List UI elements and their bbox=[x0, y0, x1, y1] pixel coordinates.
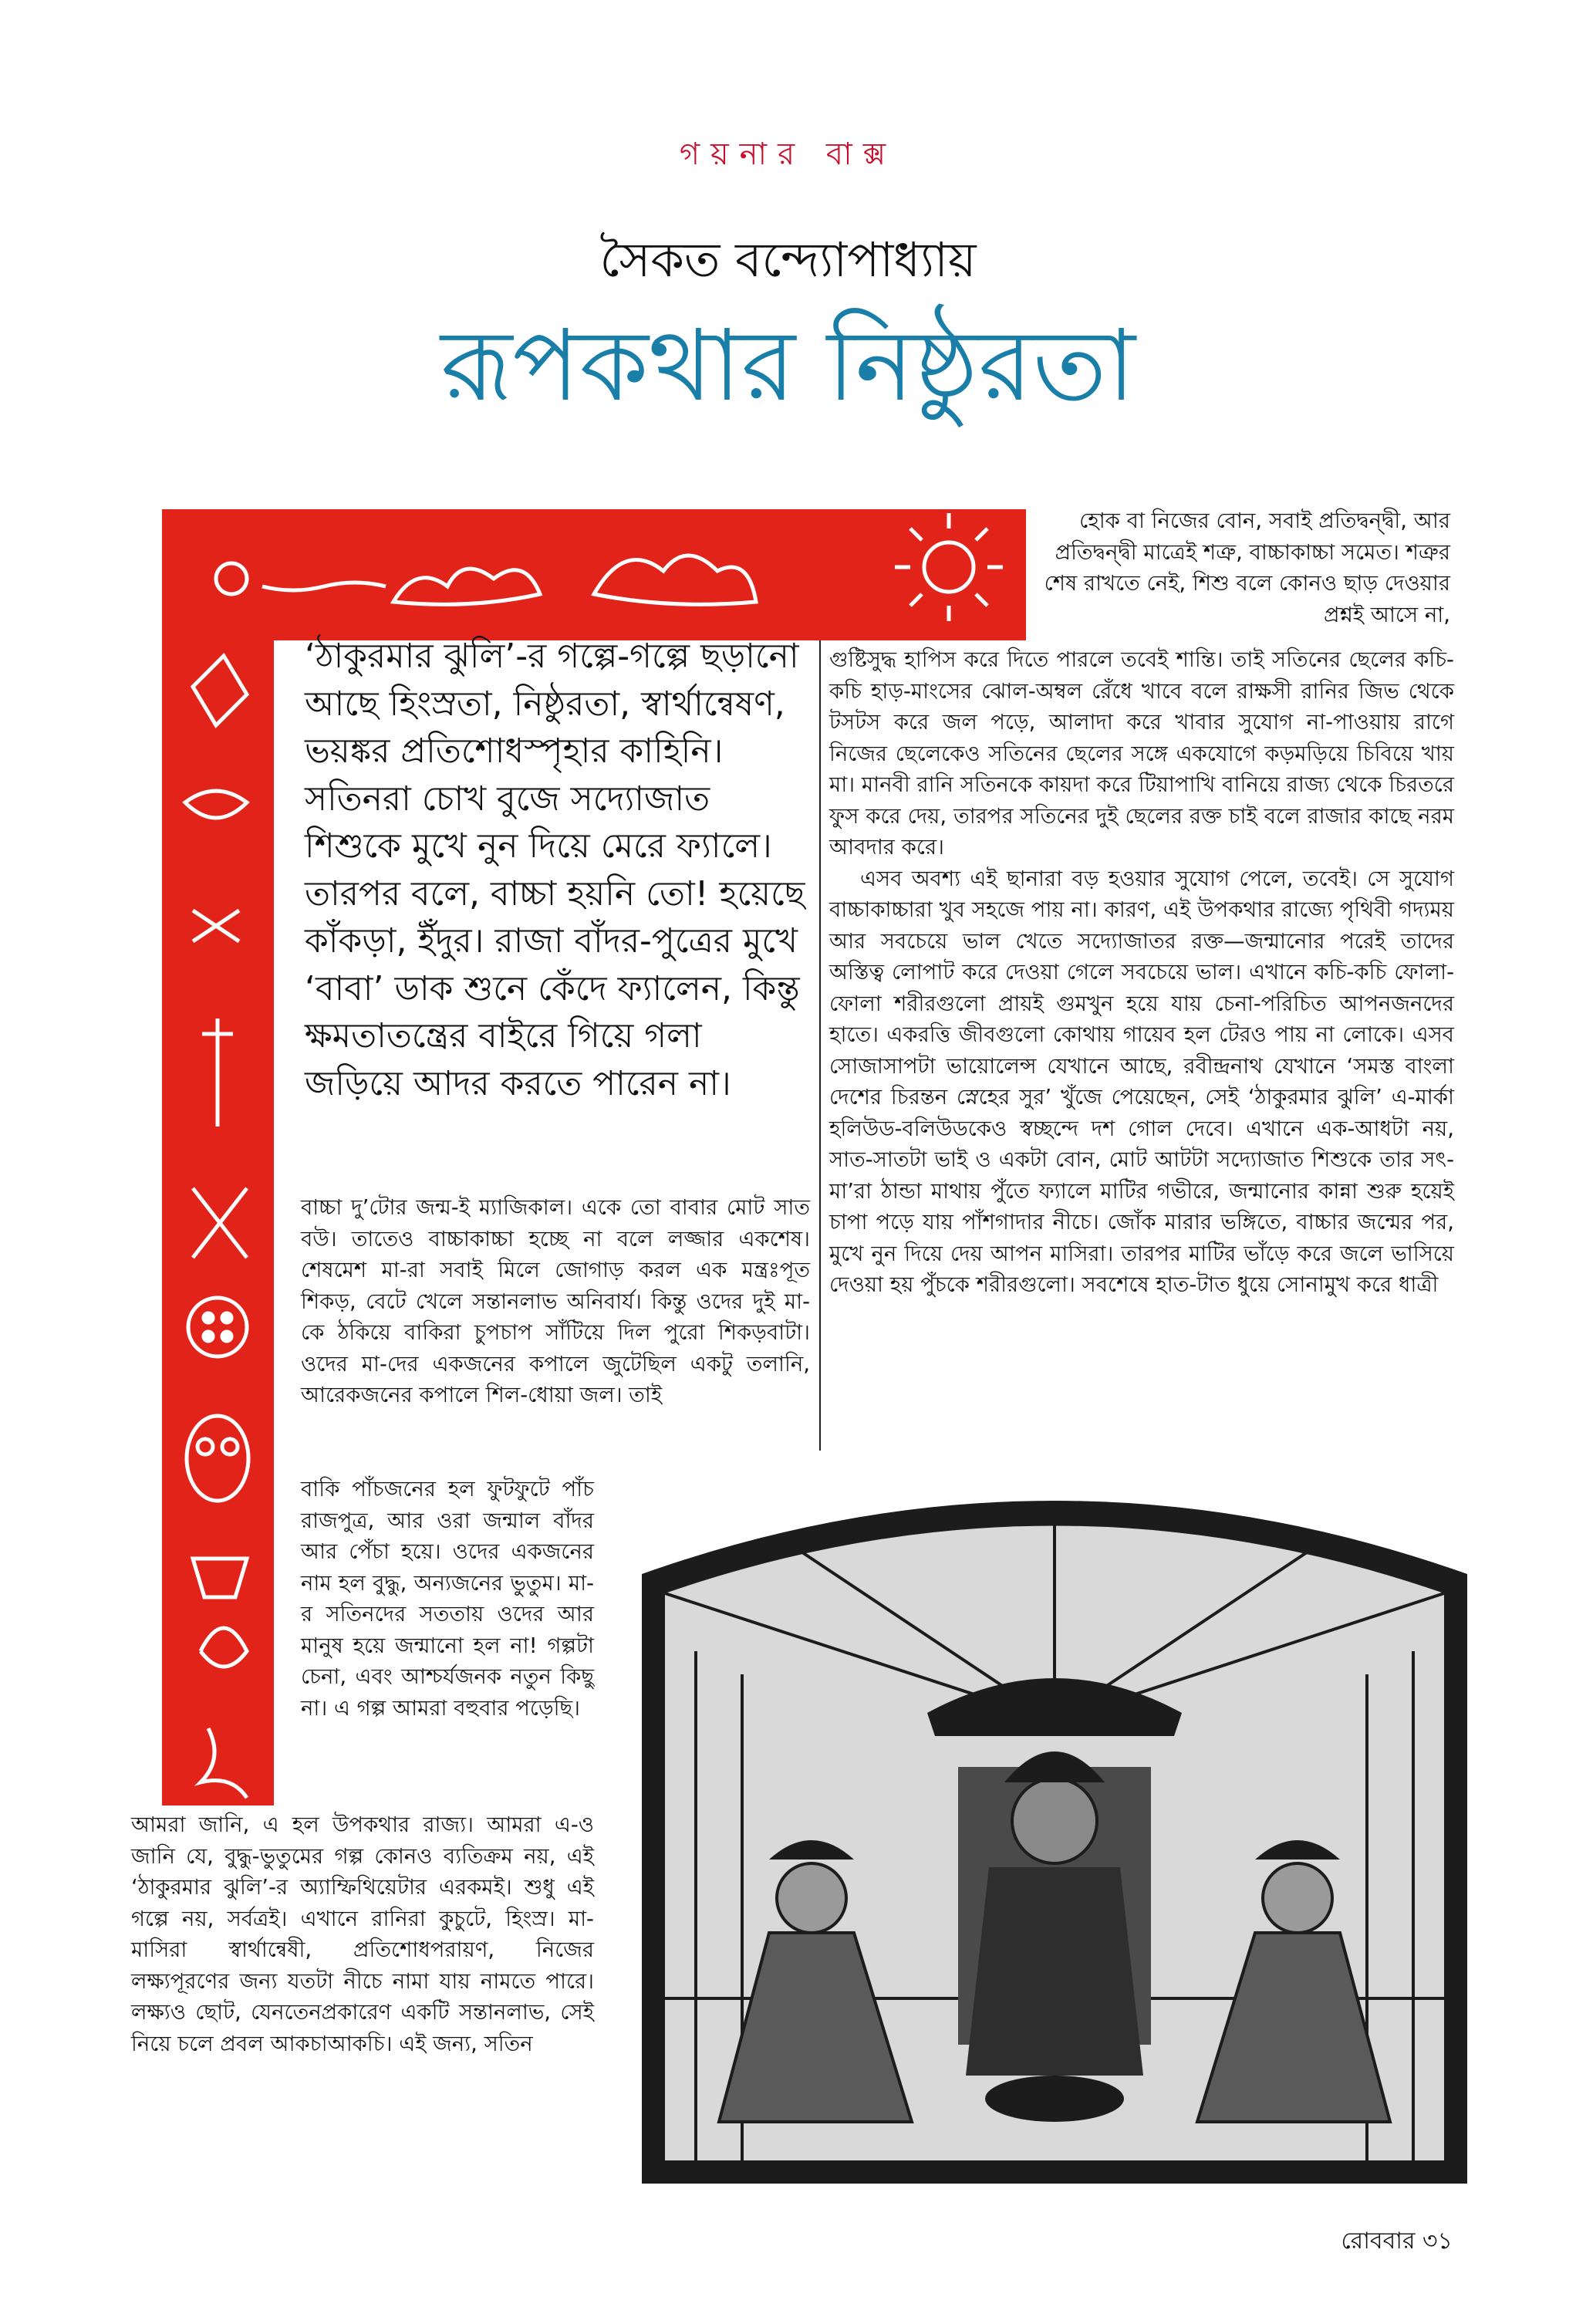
owl-icon bbox=[187, 1416, 248, 1501]
body-paragraph: এসব অবশ্য এই ছানারা বড় হওয়ার সুযোগ পেলে, তবেই। সে সুযোগ বাচ্চাকাচ্চারা খুব সহজে পায় না। কারণ, এই উপকথার রাজ্যে পৃথিবী গদ্যময় আর সবচেয়ে ভাল খেতে সদ্যোজাতর রক্ত—জন্মানোর পরেই তাদের অস্তিত্ব লোপাট করে দেওয়া গেলে সবচেয়ে ভাল। এখানে কচি-কচি ফোলা-ফোলা শরীরগুলো প্রায়ই গুমখুন হয়ে যায় চেনা-পরিচিত আপনজনদের হাতে। একরত্তি জীবগুলো কোথায় গায়েব হল টেরও পায় না লোকে। এসব সোজাসাপটা ভায়োলেন্স যেখানে আছে, রবীন্দ্রনাথ যেখানে ‘সমস্ত বাংলা দেশের চিরন্তন স্নেহের সুর’ খুঁজে পেয়েছেন, সেই ‘ঠাকুরমার ঝুলি’ এ-মার্কা হলিউড-বলিউডকেও স্বচ্ছন্দে দশ গোল দেবে। এখানে এক-আধটা নয়, সাত-সাতটা ভাই ও একটা বোন, মোট আটটা সদ্যোজাত শিশুকে তার সৎ-মা’রা ঠান্ডা মাথায় পুঁতে ফ্যালে মাটির গভীরে, জন্মানোর কান্না শুরু হয়েই চাপা পড়ে যায় পাঁশগাদার নীচে। জোঁক মারার ভঙ্গিতে, বাচ্চার জন্মের পর, মুখে নুন দিয়ে দেয় আপন মাসিরা। তারপর মাটির ভাঁড়ে করে জলে ভাসিয়ে দেওয়া হয় পুঁচকে শরীরগুলো। সবশেষে হাত-টাত ধুয়ে সোনামুখ করে ধাত্রী bbox=[829, 866, 1454, 1297]
author-name: সৈকত বন্দ্যোপাধ্যায় bbox=[599, 231, 977, 288]
body-paragraph: গুষ্টিসুদ্ধ হাপিস করে দিতে পারলে তবেই শান্তি। তাই সতিনের ছেলের কচি-কচি হাড়-মাংসের ঝোল-অম্বল রেঁধে খাবে বলে রাক্ষসী রানির জিভ থেকে টসটস করে জল পড়ে, আলাদা করে খাবার সুযোগ না-পাওয়ায় রাগে নিজের ছেলেকেও সতিনের ছেলের সঙ্গে একযোগে কড়মড়িয়ে চিবিয়ে খায় মা। মানবী রানি সতিনকে কায়দা করে টিয়াপাখি বানিয়ে রাজ্য থেকে চিরতরে ফুস করে দেয়, তারপর সতিনের দুই ছেলের রক্ত চাই বলে রাজার কাছে নরম আবদার করে। bbox=[829, 647, 1454, 860]
body-column-left-narrow bbox=[301, 1474, 594, 1724]
sun-icon bbox=[924, 542, 974, 592]
woodcut-illustration bbox=[634, 1458, 1475, 2184]
pull-quote: ‘ঠাকুরমার ঝুলি’-র গল্পে-গল্পে ছড়ানো আছে হিংস্রতা, নিষ্ঠুরতা, স্বার্থান্বেষণ, ভয়ঙ্কর প্রতিশোধস্পৃহার কাহিনি। সতিনরা চোখ বুজে সদ্যোজাত শিশুকে মুখে নুন দিয়ে মেরে ফ্যালে। তারপর বলে, বাচ্চা হয়নি তো! হয়েছে কাঁকড়া, ইঁদুর। রাজা বাঁদর-পুত্রের মুখে ‘বাবা’ ডাক শুনে কেঁদে ফ্যালেন, কিন্তু ক্ষমতাতন্ত্রের বাইরে গিয়ে গলা জড়িয়ে আদর করতে পারেন না। bbox=[305, 637, 805, 1103]
body-paragraph: হোক বা নিজের বোন, সবাই প্রতিদ্বন্দ্বী, আর প্রতিদ্বন্দ্বী মাত্রেই শত্রু, বাচ্চাকাচ্চা সমেত। শত্রুর শেষ রাখতে নেই, শিশু বলে কোনও ছাড় দেওয়ার প্রশ্নই আসে না, bbox=[1044, 508, 1450, 627]
body-column-right bbox=[829, 644, 1454, 1301]
body-paragraph: বাকি পাঁচজনের হল ফুটফুটে পাঁচ রাজপুত্র, আর ওরা জন্মাল বাঁদর আর পেঁচা হয়ে। ওদের একজনের নাম হল বুদ্ধু, অন্যজনের ভুতুম। মা-র সতিনদের সততায় ওদের আর মানুষ হয়ে জন্মানো হল না! গল্পটা চেনা, এবং আশ্চর্যজনক নতুন কিছু না। এ গল্প আমরা বহুবার পড়েছি। bbox=[301, 1477, 594, 1721]
page-footer: রোববার ৩১ bbox=[1341, 2228, 1453, 2255]
body-column-left-top bbox=[301, 1192, 810, 1411]
body-paragraph: আমরা জানি, এ হল উপকথার রাজ্য। আমরা এ-ও জানি যে, বুদ্ধু-ভুতুমের গল্প কোনও ব্যতিক্রম নয়, এই ‘ঠাকুরমার ঝুলি’-র অ্যাম্ফিথিয়েটার এরকমই। শুধু এই গল্পে নয়, সর্বত্রই। এখানে রানিরা কুচুটে, হিংস্র। মা-মাসিরা স্বার্থান্বেষী, প্রতিশোধপরায়ণ, নিজের লক্ষ্যপূরণের জন্য যতটা নীচে নামা যায় নামতে পারে। লক্ষ্যও ছোট, যেনতেনপ্রকারেণ একটি সন্তানলাভ, সেই নিয়ে চলে প্রবল আকচাআকচি। এই জন্য, সতিন bbox=[131, 1812, 594, 2056]
section-tag: গয়নার বাক্স bbox=[679, 137, 897, 172]
column-divider bbox=[819, 640, 821, 1451]
body-column-left-bottom bbox=[131, 1809, 594, 2059]
body-paragraph: বাচ্চা দু’টোর জন্ম-ই ম্যাজিকাল। একে তো বাবার মোট সাত বউ। তাতেও বাচ্চাকাচ্চা হচ্ছে না বলে লজ্জার একশেষ। শেষমেশ মা-রা সবাই মিলে জোগাড় করল এক মন্ত্রঃপূত শিকড়, বেটে খেলে সন্তানলাভ অনিবার্য। কিন্তু ওদের দুই মা-কে ঠকিয়ে বাকিরা চুপচাপ সাঁটিয়ে দিল পুরো শিকড়বাটা। ওদের মা-দের একজনের কপালে জুটেছিল একটু তলানি, আরেকজনের কপালে শিল-ধোয়া জল। তাই bbox=[301, 1195, 810, 1407]
article-title: রূপকথার নিষ্ঠুরতা bbox=[440, 309, 1136, 424]
body-column-right-top bbox=[1041, 505, 1450, 630]
